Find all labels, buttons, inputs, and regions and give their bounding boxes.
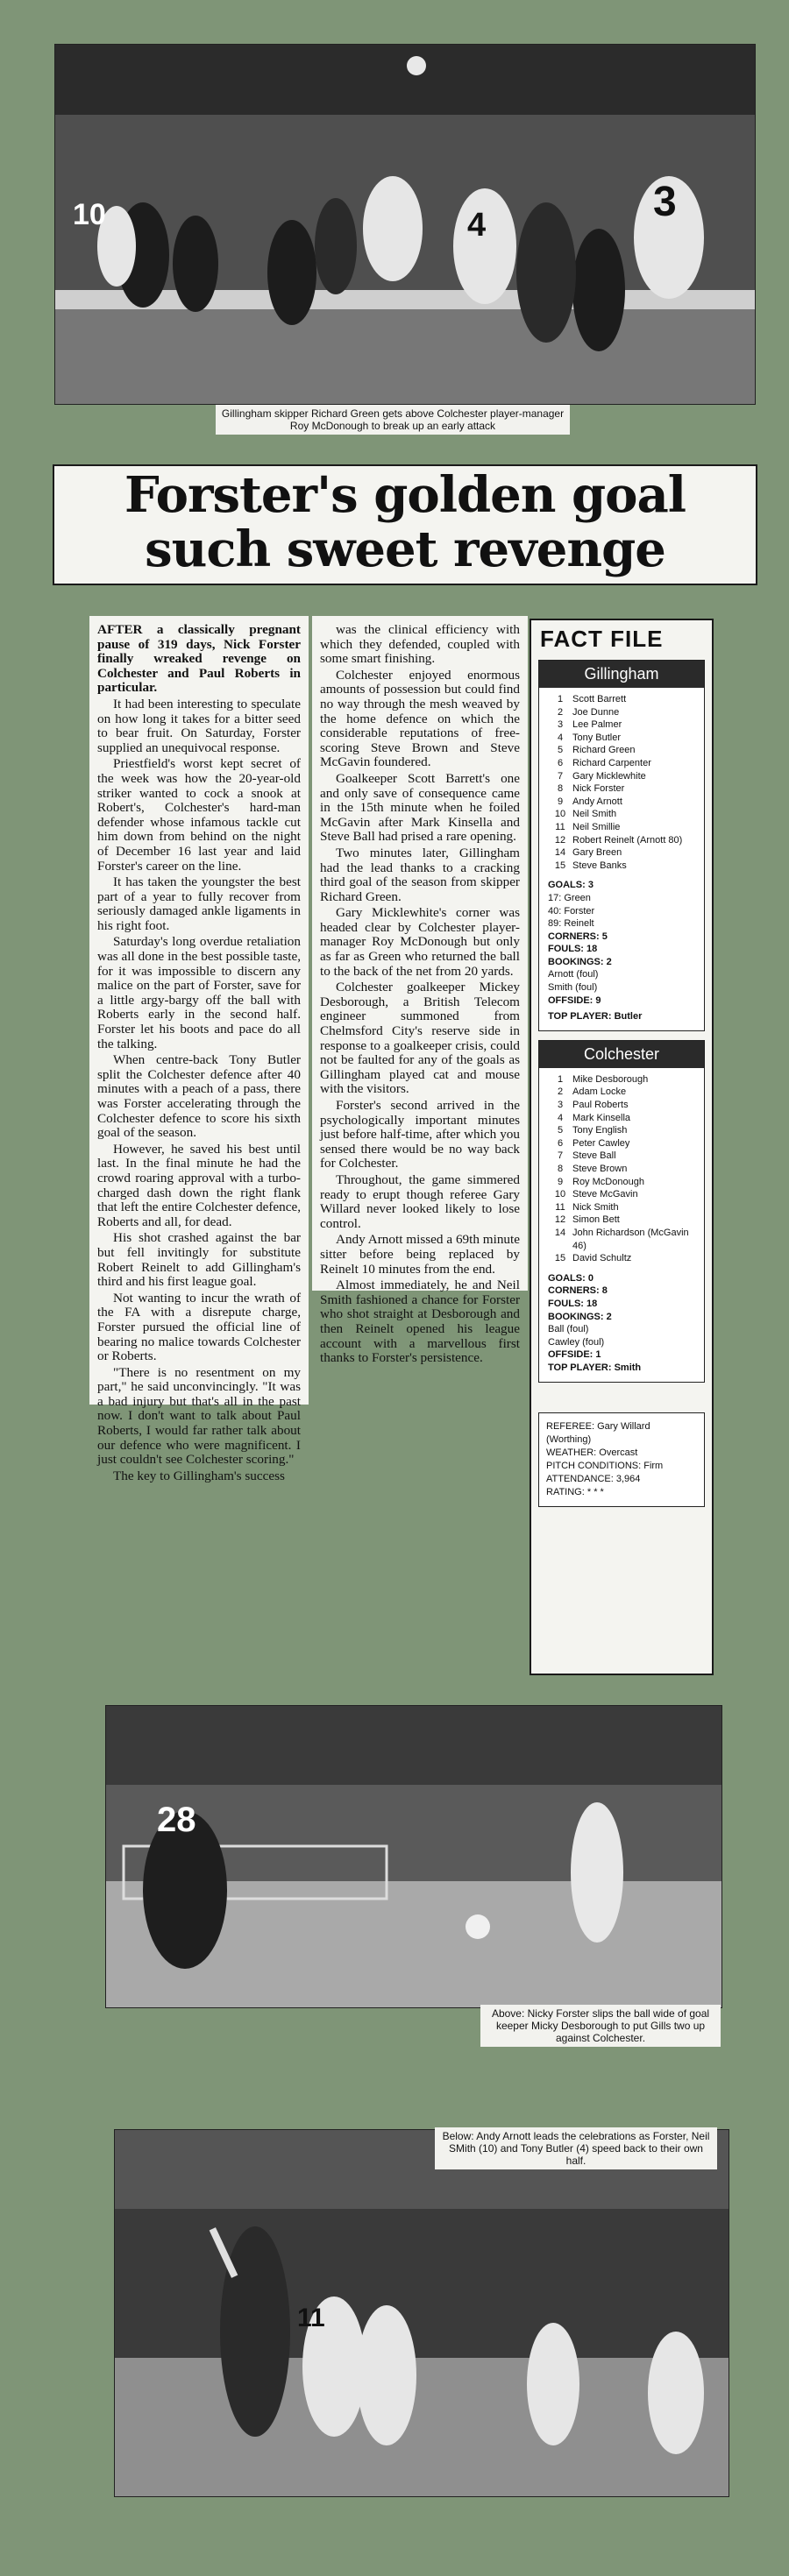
colchester-header: Colchester [539,1041,704,1068]
player-row [548,706,697,719]
gillingham-header: Gillingham [539,661,704,688]
article-paragraph [97,875,301,933]
article-paragraph [320,1278,520,1366]
article-text: Forster's second arrived in the psychologically important minutes just before half-time, after which you sensed there would be no way back for Colchester. [320,1098,520,1171]
player-number: 5 [557,745,564,756]
article-text: Colchester enjoyed enormous amounts of possession but could find no way through the mesh weaved by the home defence on which the considerable reputations of free-scoring Steve Brown and Steve McGavin foundered. [320,667,520,770]
colchester-corners: CORNERS: 8 [548,1285,608,1297]
player-number: 3 [557,1100,564,1111]
player-name: Andy Arnott [572,796,622,807]
player-row [548,860,697,873]
article-text: His shot crashed against the bar but fell invitingly for substitute Robert Reinelt to add Gillingham's third and his first league goal. [97,1230,301,1290]
player-number: 15 [554,860,566,871]
gillingham-goal-3: 89: Reinelt [548,918,594,930]
player-name: Robert Reinelt (Arnott 80) [572,834,683,846]
article-text: It had been interesting to speculate on how long it takes for a bitter seed to bear fruit. On Saturday, Forster supplied an unequivocal response. [97,696,301,755]
player-number: 11 [555,1201,565,1213]
player-row [548,770,697,783]
player-number: 3 [557,719,564,731]
match-details-box [538,1412,705,1507]
player-number: 9 [557,1176,564,1187]
player-name: Richard Carpenter [572,757,651,768]
attendance: ATTENDANCE: 3,964 [546,1473,641,1484]
player-row [548,1214,697,1227]
referee: REFEREE: Gary Willard (Worthing) [546,1420,650,1445]
article-text: Goalkeeper Scott Barrett's one and only save of consequence came in the 15th minute when he foiled McGavin after Mark Kinsella and Steve Ball had prised a rare opening. [320,770,520,845]
gillingham-booking-1: Arnott (foul) [548,969,599,980]
player-name: Roy McDonough [572,1176,644,1187]
article-paragraph [97,1292,301,1364]
player-row [548,1124,697,1137]
player-name: Neil Smillie [572,821,621,832]
article-text: was the clinical efficiency with which they defended, coupled with some smart finishing. [320,622,520,667]
colchester-booking-2: Cawley (foul) [548,1336,605,1348]
colchester-top-player: TOP PLAYER: Smith [548,1362,642,1373]
headline [53,464,757,585]
colchester-booking-1: Ball (foul) [548,1324,589,1335]
article-paragraph [97,1469,301,1484]
gillingham-booking-2: Smith (foul) [548,982,598,994]
player-row [548,796,697,809]
shirt-number-4: 4 [467,207,487,244]
weather: WEATHER: Overcast [546,1447,638,1458]
player-row [548,744,697,757]
gillingham-fouls: FOULS: 18 [548,944,598,955]
gillingham-top-player: TOP PLAYER: Butler [548,1011,643,1023]
player-row [548,1086,697,1099]
player-name: Scott Barrett [572,694,627,704]
article-paragraph [97,697,301,755]
article-text: Not wanting to incur the wrath of the FA with a disrepute charge, Forster pursued the official line of bearing no malice towards Colchester or Roberts. [97,1290,301,1364]
player-number: 1 [557,694,564,704]
article-paragraph [320,1173,520,1231]
player-name: Adam Locke [572,1086,627,1098]
gillingham-goal-2: 40: Forster [548,905,595,916]
article-paragraph [320,980,520,1097]
player-row [548,1176,697,1189]
article-text: Priestfield's worst kept secret of the week was how the 20-year-old striker wanted to cock a snook at Robert's, Colchester's hard-man defender whose infamous tackle cut him down from behind on the night of December 16 last year and laid Forster's career on the line. [97,756,301,874]
player-row [548,1150,697,1163]
player-number: 5 [557,1125,564,1136]
player-number: 11 [555,821,565,832]
article-text: When centre-back Tony Butler split the Colchester defence after 40 minutes with a peach of a pass, there was Forster accelerating through the Colchester defence to score his sixth goal of the season. [97,1052,301,1141]
article-column-2 [312,616,528,1366]
colchester-lineup [539,1068,704,1267]
headline-line-2: such sweet revenge [145,520,665,578]
player-row [548,1201,697,1214]
player-name: Mike Desborough [572,1073,649,1085]
player-name: Simon Bett [572,1214,620,1226]
article-paragraph [320,623,520,667]
gillingham-lineup [539,688,704,874]
player-number: 7 [557,770,564,782]
gillingham-box [538,660,705,1031]
article-paragraph [97,1366,301,1468]
player-name: John Richardson (McGavin 46) [572,1227,689,1251]
player-number: 15 [554,1253,566,1264]
colchester-bookings: BOOKINGS: 2 [548,1311,612,1322]
article-text: Two minutes later, Gillingham had the lead thanks to a cracking third goal of the season from skipper Richard Green. [320,845,520,904]
gillingham-offside: OFFSIDE: 9 [548,994,601,1006]
player-row [548,732,697,745]
article-text: Gary Micklewhite's corner was headed clear by Colchester player-manager Roy McDonough but only as far as Green who returned the ball to the back of the net from 20 yards. [320,905,520,979]
player-row [548,846,697,860]
headline-line-1: Forster's golden goal [124,466,686,524]
player-number: 4 [557,1112,564,1123]
player-name: Peter Cawley [572,1137,630,1149]
article-paragraph [97,623,301,696]
player-row [548,1137,697,1150]
player-number: 8 [557,1164,564,1174]
player-name: Nick Forster [572,783,625,795]
player-row [548,1099,697,1112]
top-photo-caption: Gillingham skipper Richard Green gets above Colchester player-manager Roy McDonough to break up an early attack [216,405,570,435]
article-paragraph [97,1231,301,1289]
colchester-box [538,1040,705,1383]
fact-file [530,619,714,1675]
shirt-number-3: 3 [653,179,677,225]
article-lead: AFTER a classically pregnant pause of 319 days, Nick Forster finally wreaked revenge on Colchester and Paul Roberts in particular. [97,622,301,696]
gillingham-corners: CORNERS: 5 [548,931,608,942]
player-row [548,782,697,796]
player-name: Nick Smith [572,1201,619,1213]
player-name: Joe Dunne [572,706,620,718]
top-match-photo [54,44,756,405]
gillingham-goals: GOALS: 3 [548,880,594,891]
player-name: Mark Kinsella [572,1112,631,1123]
player-row [548,1112,697,1125]
gillingham-bookings: BOOKINGS: 2 [548,956,612,967]
colchester-stats [539,1267,704,1382]
player-number: 2 [557,1086,564,1098]
player-row [548,718,697,732]
bottom-photo-caption: Below: Andy Arnott leads the celebrations as Forster, Neil SMith (10) and Tony Butler (4) speed back to their own half. [435,2127,717,2169]
player-name: Tony Butler [572,732,622,743]
article-paragraph [97,935,301,1051]
article-paragraph [97,1053,301,1141]
gillingham-stats [539,874,704,1030]
player-name: Neil Smith [572,809,617,820]
gillingham-goal-1: 17: Green [548,892,591,903]
shirt-number-28: 28 [157,1801,196,1839]
player-number: 4 [557,732,564,743]
player-name: Lee Palmer [572,719,622,731]
article-text: The key to Gillingham's success [113,1468,285,1483]
player-name: Steve Ball [572,1150,616,1162]
player-number: 12 [554,834,566,846]
player-name: Gary Breen [572,847,622,859]
player-number: 1 [557,1073,564,1085]
player-number: 6 [557,757,564,768]
player-row [548,834,697,847]
player-number: 2 [557,706,564,718]
article-paragraph [320,669,520,770]
rating: RATING: * * * [546,1486,604,1497]
player-name: Tony English [572,1125,628,1136]
article-paragraph [320,906,520,979]
player-number: 12 [554,1214,566,1226]
player-name: Steve Banks [572,860,627,871]
shirt-number-11: 11 [297,2304,325,2332]
colchester-offside: OFFSIDE: 1 [548,1349,601,1361]
player-name: Paul Roberts [572,1100,629,1111]
player-name: Steve Brown [572,1164,628,1174]
article-text: Almost immediately, he and Neil Smith fashioned a chance for Forster who shot straight at Desborough and then Reinelt opened his league account with a marvellous first thanks to Forster's persistence. [320,1277,520,1366]
player-name: Richard Green [572,745,636,756]
article-column-1 [89,616,309,1483]
player-row [548,757,697,770]
player-number: 9 [557,796,564,807]
player-number: 10 [554,809,566,820]
article-paragraph [97,757,301,874]
article-paragraph [320,1233,520,1277]
article-text: Saturday's long overdue retaliation was all done in the best possible taste, for it was impossible to discern any malice on the part of Forster, save for a little argy-bargy off the ball with Roberts early in the second half. Forster let his boots and pace do all the talking. [97,934,301,1051]
article-text: It has taken the youngster the best part of a year to fully recover from seriously damaged ankle ligaments in his right foot. [97,874,301,933]
player-number: 14 [554,1227,566,1238]
player-name: Steve McGavin [572,1189,638,1200]
article-text: "There is no resentment on my part," he said unconvincingly. "It was a bad injury but that's all in the past now. I don't want to talk about Paul Roberts, I would far rather talk about our defence who were magnificent. I just couldn't see Colchester scoring." [97,1364,301,1468]
article-text: Colchester goalkeeper Mickey Desborough, a British Telecom engineer summoned from Chelmsford City's reserve side in response to a goalkeeper crisis, could not be faulted for any of the goals as Gillingham played cat and mouse with the visitors. [320,980,520,1097]
player-row [548,821,697,834]
article-paragraph [320,772,520,845]
pitch-conditions: PITCH CONDITIONS: Firm [546,1460,664,1471]
player-number: 14 [554,847,566,859]
article-text: Andy Arnott missed a 69th minute sitter before being replaced by Reinelt 10 minutes from the end. [320,1232,520,1277]
fact-file-title: FACT FILE [540,626,664,652]
middle-photo-caption: Above: Nicky Forster slips the ball wide of goal keeper Micky Desborough to put Gills two up against Colchester. [480,2005,721,2047]
article-paragraph [320,846,520,904]
bottom-match-photo [114,2129,729,2497]
player-row [548,1252,697,1265]
player-row [548,1227,697,1252]
article-text: However, he saved his best until last. In the final minute he had the crowd roaring approval with a turbo-charged dash down the right flank that left the entire Colchester defence, Roberts and all, for dead. [97,1141,301,1229]
colchester-goals: GOALS: 0 [548,1272,594,1284]
player-number: 7 [557,1150,564,1162]
player-number: 10 [554,1189,566,1200]
player-number: 6 [557,1137,564,1149]
article-text: Throughout, the game simmered ready to erupt though referee Gary Willard never looked likely to lose control. [320,1171,520,1231]
player-row [548,693,697,706]
article-paragraph [320,1099,520,1171]
player-name: David Schultz [572,1253,632,1264]
player-row [548,1073,697,1086]
player-number: 8 [557,783,564,795]
shirt-number-10: 10 [73,198,106,231]
middle-match-photo [105,1705,722,2008]
player-row [548,808,697,821]
article-paragraph [97,1143,301,1230]
colchester-fouls: FOULS: 18 [548,1298,598,1309]
player-row [548,1163,697,1176]
player-row [548,1188,697,1201]
player-name: Gary Micklewhite [572,770,646,782]
